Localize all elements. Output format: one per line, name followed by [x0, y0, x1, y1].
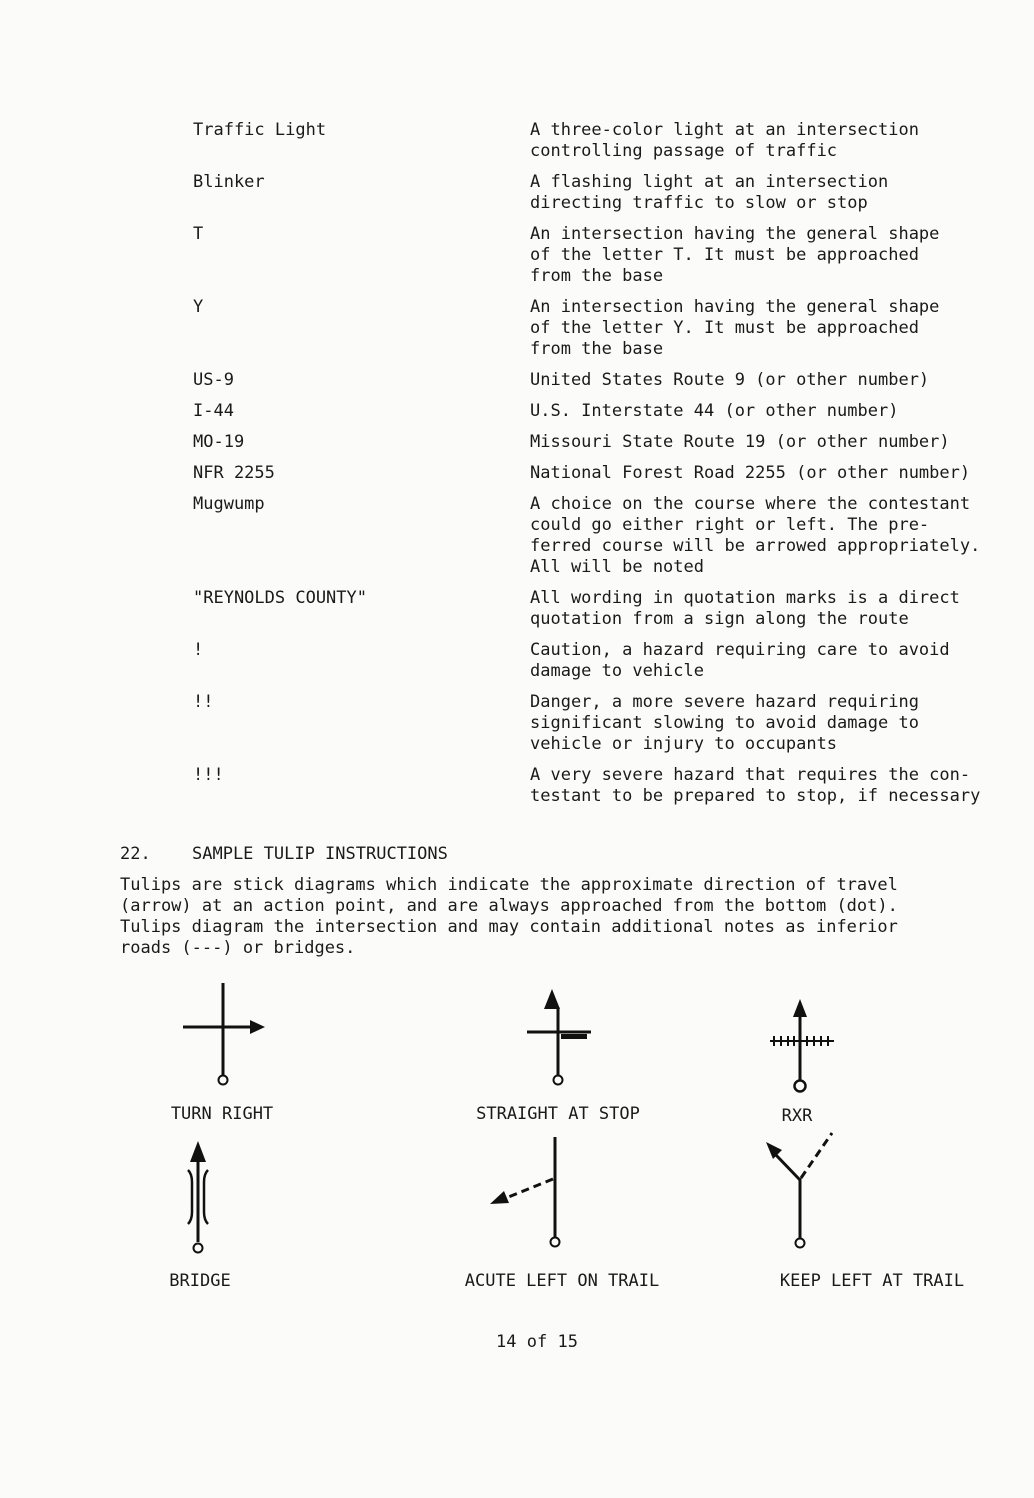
definition-description: Missouri State Route 19 (or other number): [530, 432, 950, 452]
definition-row: [0, 494, 1034, 578]
definition-term: !!: [193, 692, 214, 712]
definition-description: An intersection having the general shape of the letter T. It must be approached from the base: [530, 224, 940, 286]
definition-description: National Forest Road 2255 (or other number): [530, 463, 971, 483]
definition-description: United States Route 9 (or other number): [530, 370, 930, 390]
definition-row: [0, 120, 1034, 162]
definition-description: A choice on the course where the contestant could go either right or left. The pre- ferred course will be arrowed appropriately. All will be noted: [530, 494, 981, 577]
definition-term: !: [193, 640, 204, 660]
page-number: 14 of 15: [496, 1332, 578, 1352]
rxr-label: RXR: [781, 1106, 813, 1126]
definition-description: A very severe hazard that requires the con- testant to be prepared to stop, if necessary: [530, 765, 981, 806]
definition-term: I-44: [193, 401, 234, 421]
railroad-crossing-diagram-icon: [760, 995, 840, 1095]
definition-row: [0, 172, 1034, 214]
definition-row: [0, 401, 1034, 422]
definition-row: [0, 692, 1034, 755]
definition-description: An intersection having the general shape of the letter Y. It must be approached from the base: [530, 297, 940, 359]
acute-left-on-trail-diagram-icon: [482, 1132, 572, 1252]
acute-left-on-trail-label: ACUTE LEFT ON TRAIL: [464, 1271, 660, 1291]
keep-left-at-trail-diagram-icon: [760, 1128, 840, 1253]
definition-term: "REYNOLDS COUNTY": [193, 588, 367, 608]
section-title: SAMPLE TULIP INSTRUCTIONS: [192, 844, 448, 864]
definition-row: [0, 640, 1034, 682]
definition-description: A flashing light at an intersection directing traffic to slow or stop: [530, 172, 889, 213]
bridge-diagram-icon: [175, 1138, 225, 1258]
definitions-list: [0, 120, 1034, 817]
definition-term: US-9: [193, 370, 234, 390]
section-number: 22.: [120, 844, 151, 864]
section-heading: [120, 844, 920, 865]
turn-right-diagram-icon: [170, 975, 280, 1090]
definition-row: [0, 588, 1034, 630]
section-intro: Tulips are stick diagrams which indicate the approximate direction of travel (arrow) at an action point, and are always approached from the bottom (dot). Tulips diagram the intersection and may contain additional notes as inferior roads (---) or bridges.: [120, 875, 898, 958]
definition-term: NFR 2255: [193, 463, 275, 483]
definition-term: Traffic Light: [193, 120, 327, 140]
definition-term: T: [193, 224, 204, 244]
definition-term: MO-19: [193, 432, 245, 452]
definition-row: [0, 765, 1034, 807]
keep-left-at-trail-label: KEEP LEFT AT TRAIL: [779, 1271, 965, 1291]
definition-term: Mugwump: [193, 494, 265, 514]
definition-description: U.S. Interstate 44 (or other number): [530, 401, 899, 421]
straight-at-stop-diagram-icon: [515, 985, 605, 1090]
bridge-label: BRIDGE: [169, 1271, 231, 1291]
definition-description: Danger, a more severe hazard requiring significant slowing to avoid damage to vehicle or injury to occupants: [530, 692, 919, 754]
definition-description: All wording in quotation marks is a direct quotation from a sign along the route: [530, 588, 960, 629]
definition-description: Caution, a hazard requiring care to avoid damage to vehicle: [530, 640, 950, 681]
definition-term: !!!: [193, 765, 224, 785]
definition-row: [0, 463, 1034, 484]
definition-row: [0, 297, 1034, 360]
tulip-section: [120, 844, 920, 959]
definition-description: A three-color light at an intersection controlling passage of traffic: [530, 120, 919, 161]
definition-term: Y: [193, 297, 204, 317]
turn-right-label: TURN RIGHT: [170, 1104, 274, 1124]
definition-row: [0, 432, 1034, 453]
straight-at-stop-label: STRAIGHT AT STOP: [476, 1104, 640, 1124]
definition-term: Blinker: [193, 172, 265, 192]
definition-row: [0, 224, 1034, 287]
definition-row: [0, 370, 1034, 391]
